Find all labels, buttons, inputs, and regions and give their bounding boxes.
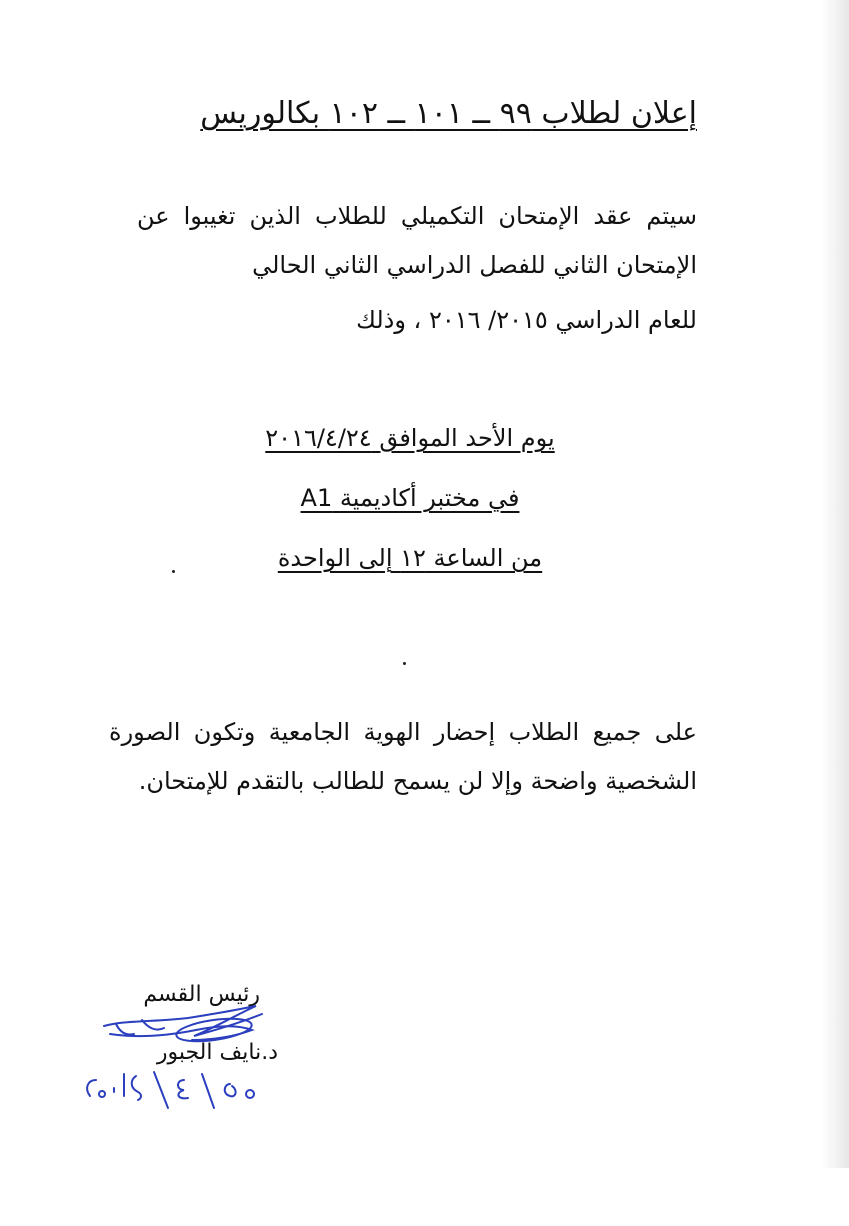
announcement-title	[137, 92, 697, 136]
signature-block	[96, 970, 316, 1130]
exam-day-line	[150, 418, 670, 458]
announcement-title-text: إعلان لطلاب ٩٩ ــ ١٠١ ــ ١٠٢ بكالوريس	[200, 96, 697, 131]
handwritten-date	[80, 1066, 300, 1226]
department-head-title: رئيس القسم	[143, 982, 260, 1007]
stray-dot	[172, 570, 175, 573]
department-head-name: د.نايف الجبور	[156, 1040, 278, 1065]
exam-location-line	[150, 478, 670, 518]
exam-day-text: يوم الأحد الموافق ٢٠١٦/٤/٢٤	[265, 424, 555, 452]
exam-time-text: من الساعة ١٢ إلى الواحدة	[277, 544, 543, 572]
academic-year-line: للعام الدراسي ٢٠١٥/ ٢٠١٦ ، وذلك	[356, 306, 697, 334]
requirements-paragraph: على جميع الطلاب إحضار الهوية الجامعية وتكون الصورة الشخصية واضحة وإلا لن يسمح للطالب بالتقدم للإمتحان.	[109, 718, 697, 795]
exam-location-text: في مختبر أكاديمية A1	[300, 484, 520, 512]
exam-time-line	[150, 538, 670, 578]
stray-dot	[403, 662, 406, 665]
page-edge-shadow	[821, 0, 849, 1168]
intro-paragraph: سيتم عقد الإمتحان التكميلي للطلاب الذين تغيبوا عن الإمتحان الثاني للفصل الدراسي الثاني الحالي	[137, 202, 697, 279]
